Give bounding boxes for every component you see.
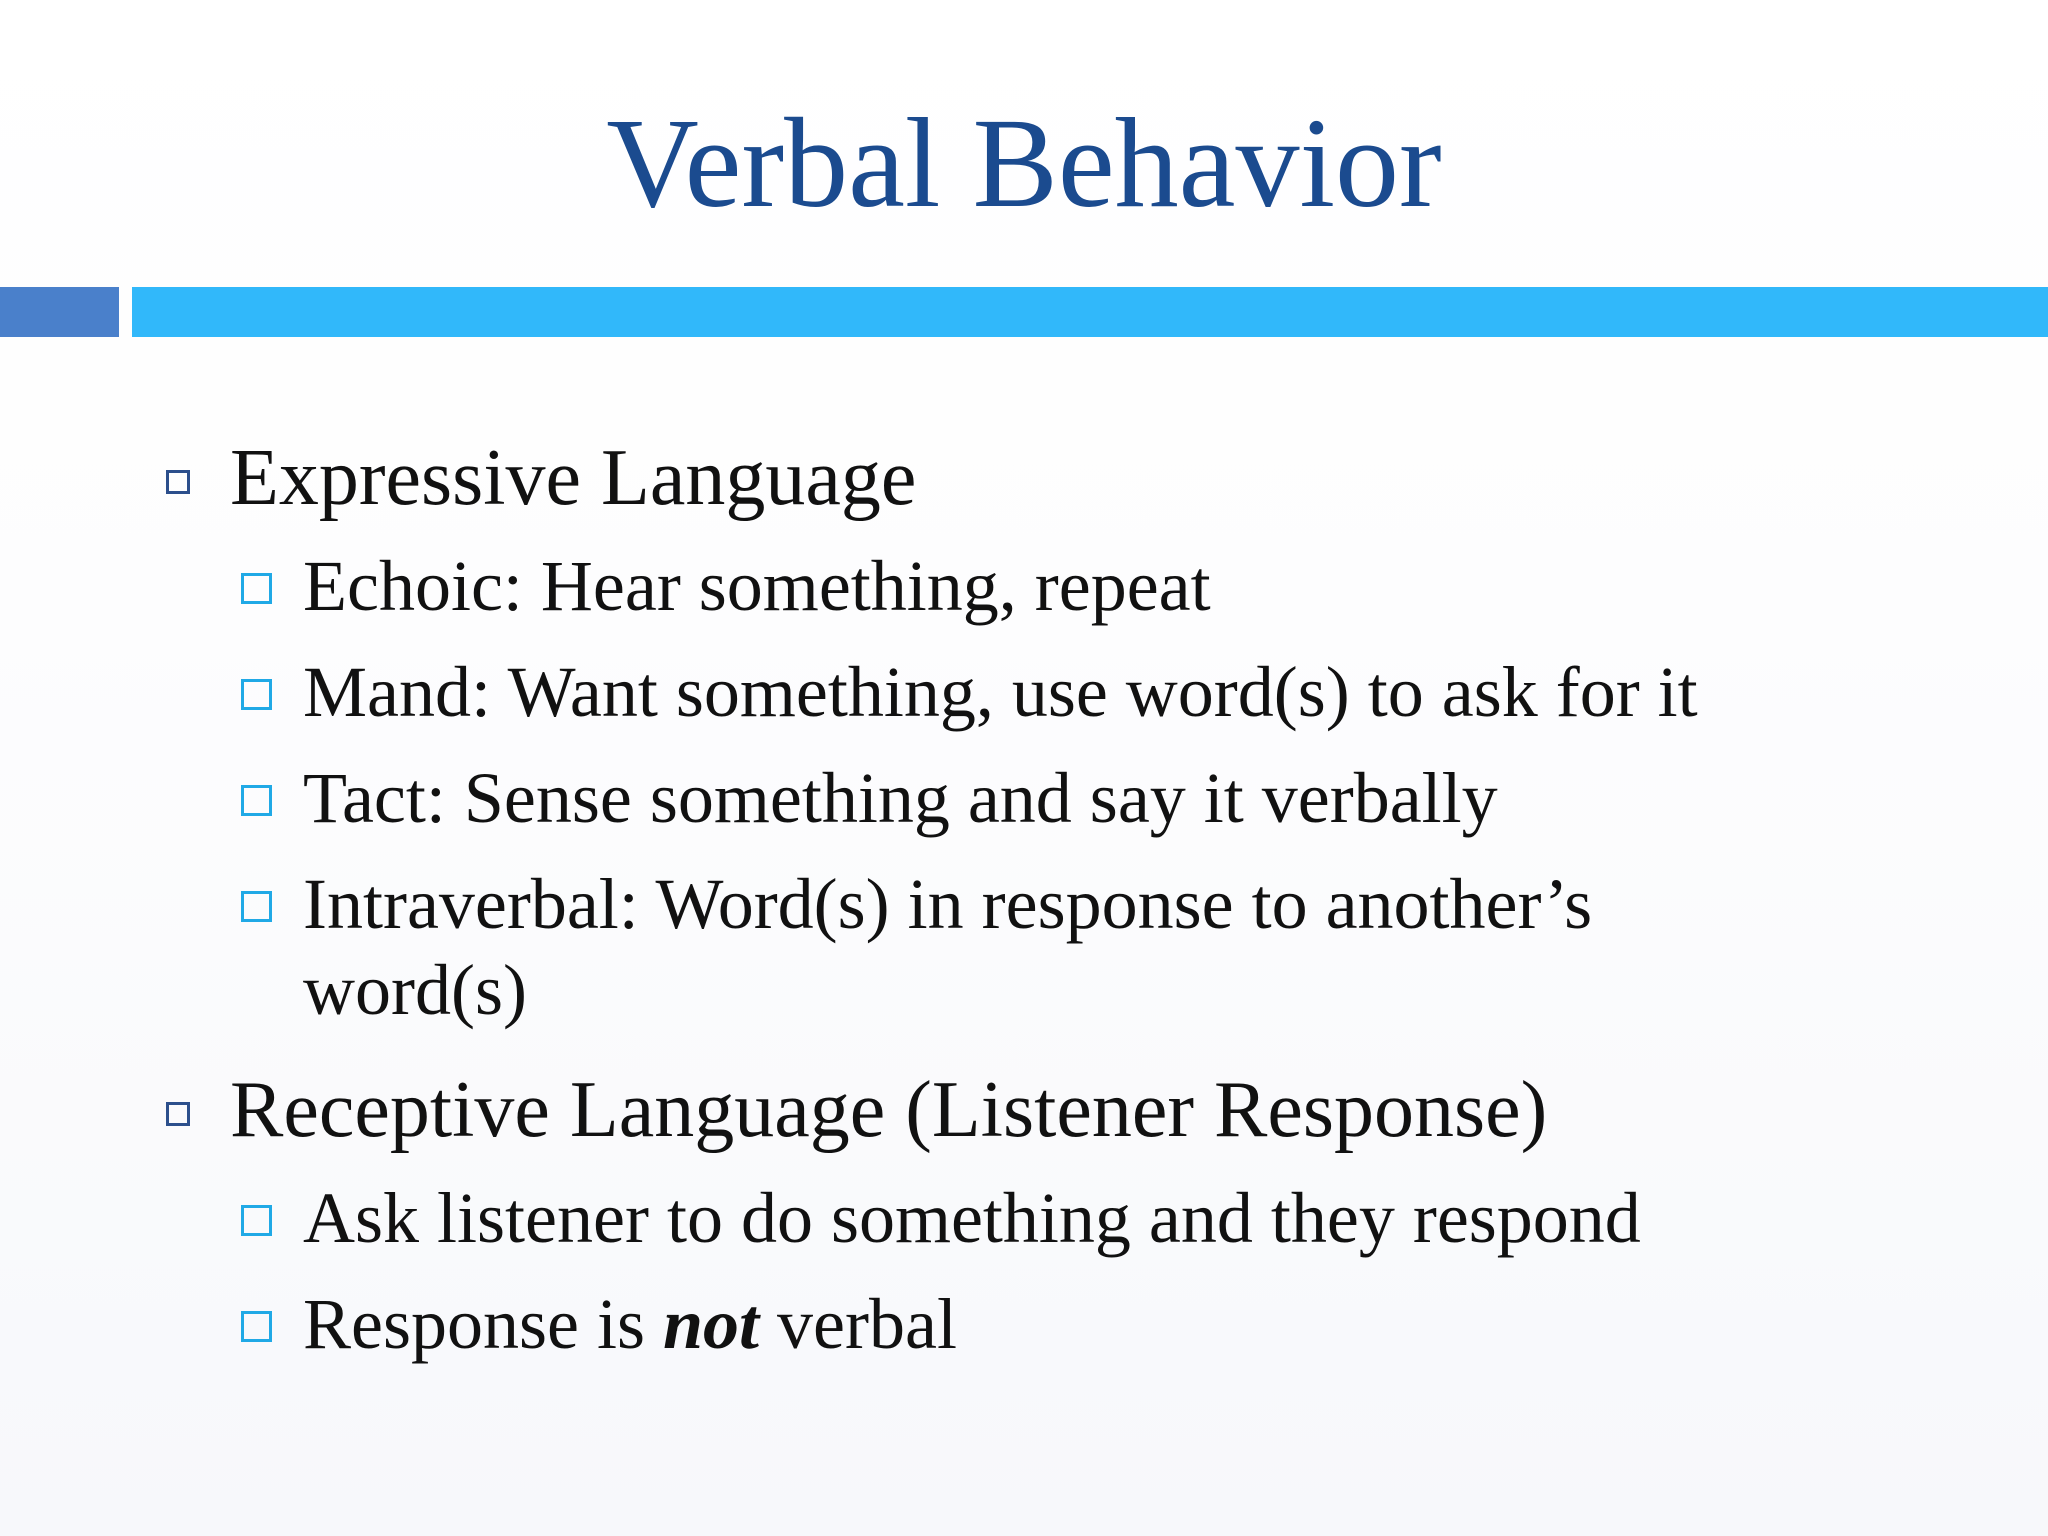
square-bullet-icon: [241, 573, 272, 604]
sub-bullet-item-tact: [241, 755, 1941, 841]
bullet-item-expressive-language: [166, 430, 1266, 526]
sub-bullet-text-before: Response is: [303, 1284, 663, 1364]
square-bullet-icon: [241, 785, 272, 816]
sub-bullet-text: Echoic: Hear something, repeat: [303, 546, 1211, 626]
sub-bullet-item-response-not-verbal: [241, 1281, 1941, 1367]
sub-bullet-item-mand: [241, 649, 2021, 735]
sub-bullet-text-line1: Intraverbal: Word(s) in response to another’s: [303, 864, 1593, 944]
sub-bullet-text-line2: word(s): [303, 950, 527, 1030]
sub-bullet-item-echoic: [241, 543, 1941, 629]
sub-bullet-text: [303, 1281, 957, 1367]
bullet-text: Receptive Language (Listener Response): [230, 1066, 1548, 1154]
sub-bullet-item-intraverbal: [241, 861, 2021, 1033]
square-bullet-icon: [241, 891, 272, 922]
square-bullet-icon: [241, 1311, 272, 1342]
square-bullet-icon: [241, 679, 272, 710]
square-bullet-icon: [166, 1102, 190, 1126]
bullet-item-receptive-language: [166, 1062, 1966, 1158]
slide-title: Verbal Behavior: [606, 92, 1442, 234]
sub-bullet-text: Mand: Want something, use word(s) to ask for it: [303, 652, 1698, 732]
emphasis-text: not: [663, 1284, 760, 1364]
sub-bullet-text: Tact: Sense something and say it verbally: [303, 758, 1498, 838]
sub-bullet-text-after: verbal: [759, 1284, 957, 1364]
sub-bullet-text: Ask listener to do something and they respond: [303, 1178, 1641, 1258]
bullet-text: Expressive Language: [230, 434, 917, 522]
square-bullet-icon: [241, 1205, 272, 1236]
sub-bullet-item-ask-listener: [241, 1175, 2021, 1261]
square-bullet-icon: [166, 470, 190, 494]
